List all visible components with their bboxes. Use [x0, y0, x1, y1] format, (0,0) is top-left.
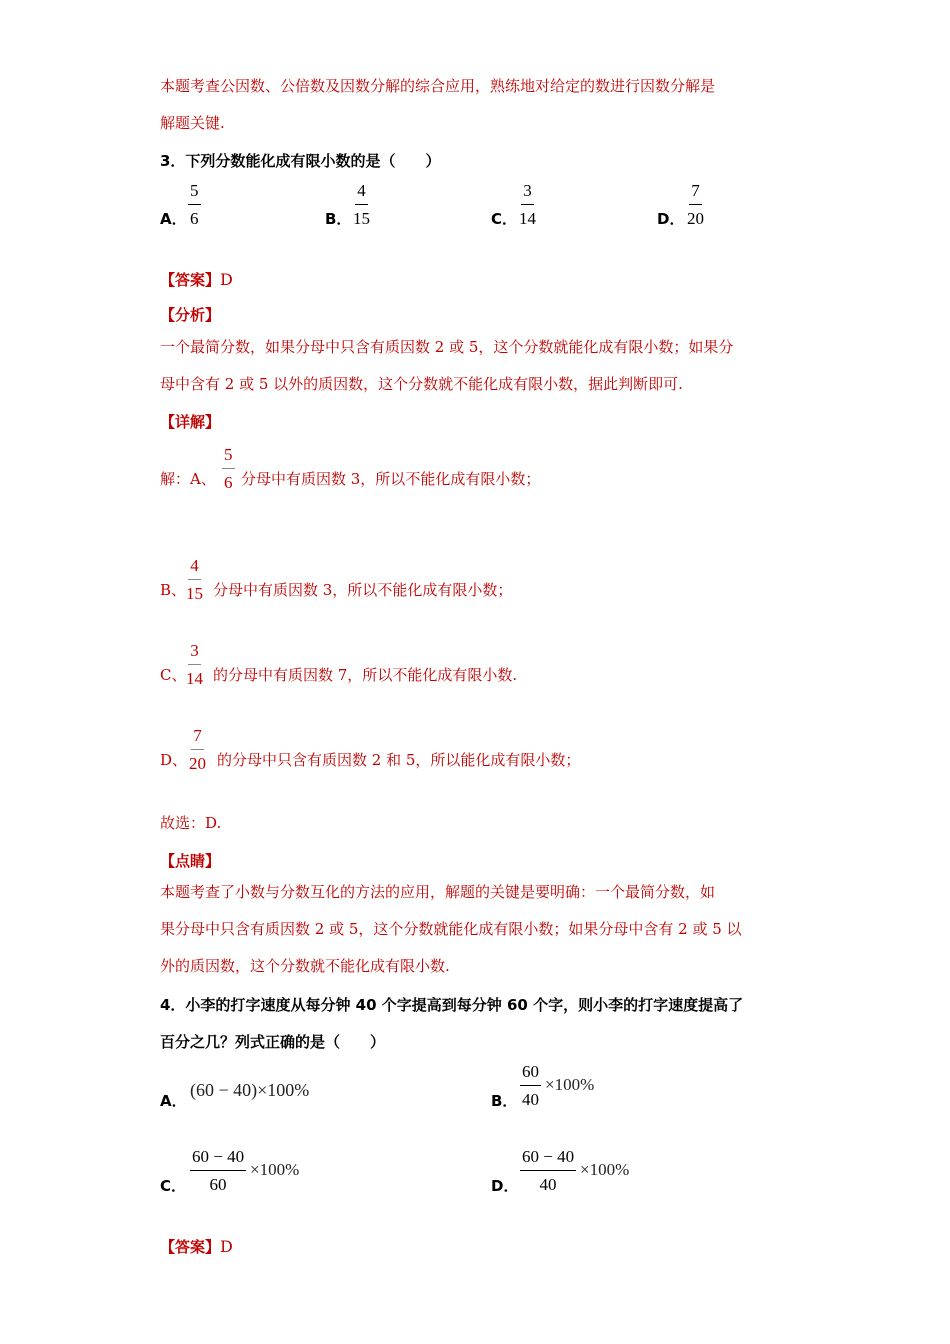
q4-option-b-label: B．: [491, 1092, 518, 1110]
denominator: 6: [190, 209, 199, 228]
detail-c-text: 的分母中有质因数 7，所以不能化成有限小数.: [213, 666, 518, 684]
q4-option-d-fraction: [520, 1148, 576, 1194]
denominator: 14: [519, 209, 536, 228]
q3-option-a-fraction: [188, 182, 201, 228]
q4-stem-line-1: 4．小李的打字速度从每分钟 40 个字提高到每分钟 60 个字，则小李的打字速度提高了: [160, 996, 744, 1014]
q4-option-b-tail: ×100%: [545, 1075, 595, 1094]
q4-option-d-tail: ×100%: [580, 1160, 630, 1179]
denominator: 20: [189, 754, 206, 773]
q3-analysis-tag: 【分析】: [160, 306, 221, 324]
detail-b-fraction: [186, 557, 203, 603]
q3-analysis-line-1: 一个最简分数，如果分母中只含有质因数 2 或 5，这个分数就能化成有限小数；如果分: [160, 338, 734, 356]
q4-option-c-label: C．: [160, 1177, 187, 1195]
answer-tag: 【答案】: [160, 271, 221, 289]
q3-option-b-label: B．: [325, 210, 352, 228]
denominator: 40: [522, 1090, 539, 1109]
answer-value: D: [220, 1237, 233, 1256]
numerator: 5: [222, 446, 235, 469]
q3-option-d-fraction: [687, 182, 704, 228]
numerator: 3: [188, 642, 201, 665]
numerator: 60 − 40: [520, 1148, 576, 1171]
numerator: 60 − 40: [190, 1148, 246, 1171]
q3-comment-line-1: 本题考查了小数与分数互化的方法的应用，解题的关键是要明确：一个最简分数，如: [160, 883, 716, 901]
q4-option-a-label: A．: [160, 1092, 187, 1110]
detail-d-prefix: D、: [160, 751, 188, 769]
numerator: 60: [520, 1063, 541, 1086]
q3-answer: [160, 269, 233, 290]
q3-detail-tag: 【详解】: [160, 413, 221, 431]
q3-option-d-label: D．: [657, 210, 685, 228]
q4-option-c-fraction: [190, 1148, 246, 1194]
detail-a-fraction: [222, 446, 235, 492]
numerator: 7: [191, 727, 204, 750]
numerator: 4: [188, 557, 201, 580]
q4-option-b-fraction: [520, 1063, 541, 1109]
detail-d-fraction: [189, 727, 206, 773]
q4-stem-line-2: 百分之几？列式正确的是（ ）: [160, 1033, 386, 1051]
numerator: 7: [689, 182, 702, 205]
q4-option-d-label: D．: [491, 1177, 519, 1195]
numerator: 5: [188, 182, 201, 205]
denominator: 15: [186, 584, 203, 603]
q3-comment-line-3: 外的质因数，这个分数就不能化成有限小数.: [160, 957, 450, 975]
q4-option-c-tail: ×100%: [250, 1160, 300, 1179]
detail-b-prefix: B、: [160, 581, 187, 599]
denominator: 15: [353, 209, 370, 228]
detail-a-text: 分母中有质因数 3，所以不能化成有限小数；: [241, 470, 541, 488]
q4-answer: [160, 1236, 233, 1257]
detail-a-prefix: 解：A、: [160, 470, 216, 488]
numerator: 3: [521, 182, 534, 205]
q3-option-c-label: C．: [491, 210, 518, 228]
denominator: 14: [186, 669, 203, 688]
denominator: 6: [224, 473, 233, 492]
denominator: 40: [539, 1175, 557, 1194]
detail-b-text: 分母中有质因数 3，所以不能化成有限小数；: [213, 581, 513, 599]
answer-value: D: [220, 270, 233, 289]
q3-conclusion: 故选：D.: [160, 814, 222, 832]
denominator: 60: [209, 1175, 227, 1194]
detail-c-fraction: [186, 642, 203, 688]
q3-option-c-fraction: [519, 182, 536, 228]
q3-comment-line-2: 果分母中只含有质因数 2 或 5，这个分数就能化成有限小数；如果分母中含有 2 或 5 以: [160, 920, 742, 938]
detail-c-prefix: C、: [160, 666, 187, 684]
detail-d-text: 的分母中只含有质因数 2 和 5，所以能化成有限小数；: [217, 751, 581, 769]
denominator: 20: [687, 209, 704, 228]
q3-analysis-line-2: 母中含有 2 或 5 以外的质因数，这个分数就不能化成有限小数，据此判断即可.: [160, 375, 683, 393]
q3-option-a-label: A．: [160, 210, 187, 228]
numerator: 4: [355, 182, 368, 205]
intro-line-2: 解题关键.: [160, 114, 225, 132]
intro-line-1: 本题考查公因数、公倍数及因数分解的综合应用，熟练地对给定的数进行因数分解是: [160, 77, 716, 95]
q3-option-b-fraction: [353, 182, 370, 228]
q3-stem: 3．下列分数能化成有限小数的是（ ）: [160, 152, 441, 170]
answer-tag: 【答案】: [160, 1238, 221, 1256]
q3-comment-tag: 【点睛】: [160, 852, 221, 870]
q4-option-a-expression: (60 − 40)×100%: [190, 1080, 310, 1100]
